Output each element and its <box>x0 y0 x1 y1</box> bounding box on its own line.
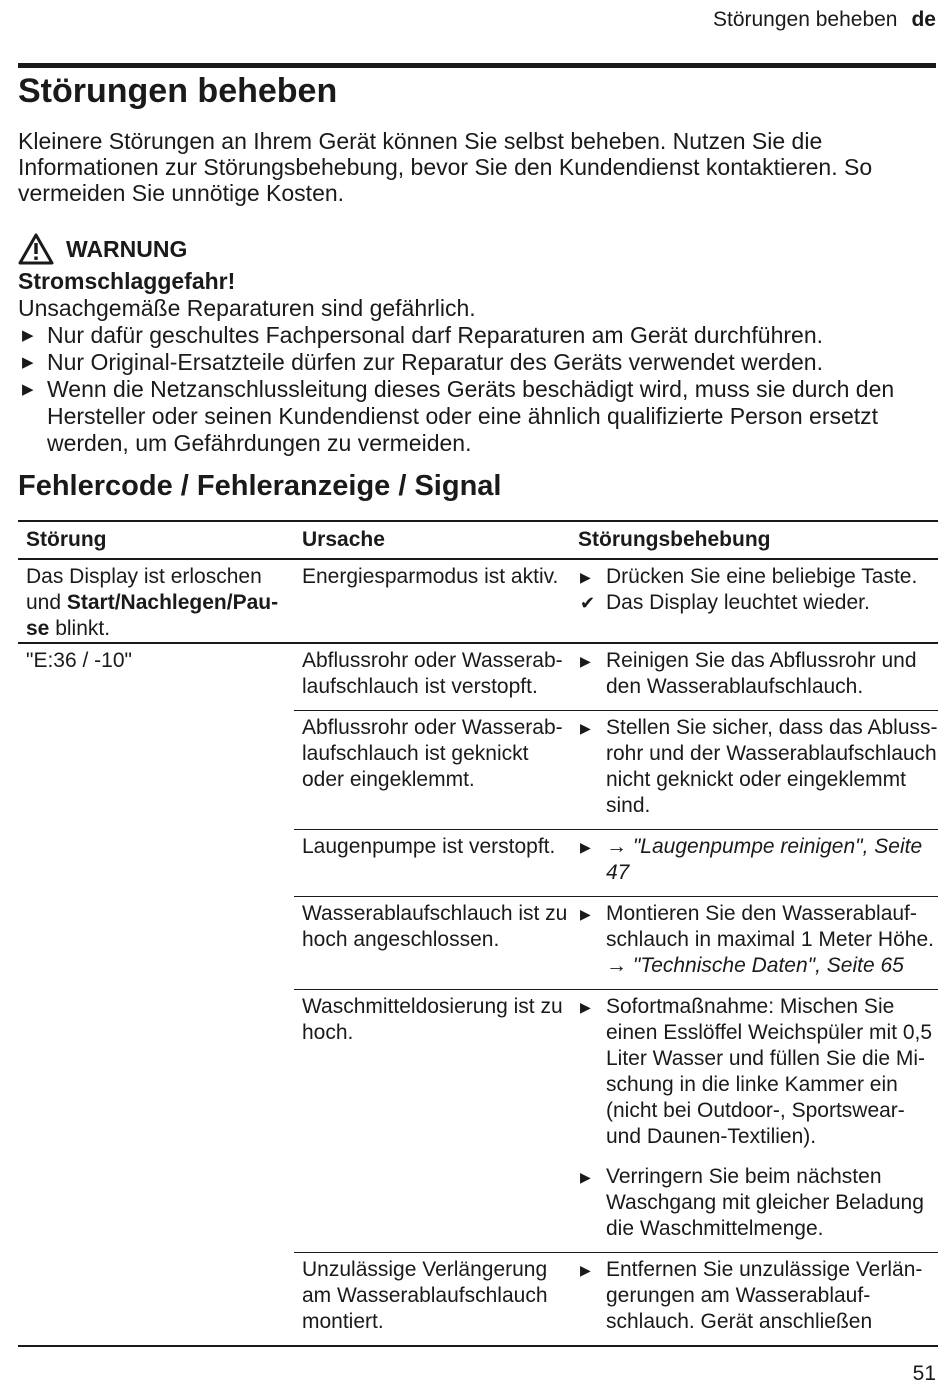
table-row <box>294 644 938 711</box>
page-number: 51 <box>912 1362 936 1385</box>
remedy-step <box>578 1257 938 1335</box>
table-row <box>294 990 938 1253</box>
bullet-triangle-icon: ▶ <box>22 381 34 398</box>
arrow-right-icon: → <box>606 954 633 977</box>
warning-list <box>18 322 938 457</box>
intro-paragraph: Kleinere Störungen an Ihrem Gerät können Sie selbst beheben. Nutzen Sie die Informationen zur Störungsbehebung, bevor Sie den Kundendienst kontaktieren. So vermeiden Sie unnötige Kosten. <box>18 128 873 206</box>
remedy-step <box>578 994 938 1150</box>
remedy-step <box>578 648 938 700</box>
result-text: Das Display leuchtet wieder. <box>606 591 870 614</box>
header-rule <box>18 63 936 68</box>
bullet-triangle-icon: ▶ <box>580 839 591 855</box>
remedy-cell <box>570 994 938 1242</box>
warning-item-text: Wenn die Netzanschlussleitung dieses Geräts beschädigt wird, muss sie durch den Hersteller oder seinen Kundendienst oder eine ähnlich qualifizierte Person ersetzt werden, um Gefährdungen zu vermeiden. <box>47 376 895 456</box>
remedy-cell <box>570 834 938 886</box>
fault-table <box>18 520 938 1347</box>
warning-heading <box>18 230 938 268</box>
remedy-cell <box>570 648 938 700</box>
cross-reference[interactable]: "Laugenpumpe reinigen", Seite 47 <box>606 835 923 884</box>
cause-cell: Abflussrohr oder Wasserablaufschlauch ist verstopft. <box>302 649 563 698</box>
bullet-triangle-icon: ▶ <box>580 569 591 585</box>
checkmark-icon: ✔ <box>580 593 596 613</box>
table-row <box>294 560 938 626</box>
bullet-triangle-icon: ▶ <box>22 327 34 344</box>
remedy-step <box>578 715 938 819</box>
page-title: Störungen beheben <box>18 72 338 110</box>
remedy-text: Reinigen Sie das Abflussrohr und den Wasserablaufschlauch. <box>606 649 917 698</box>
header-behebung: Störungsbehebung <box>578 528 771 551</box>
remedy-step <box>578 564 938 590</box>
cause-cell: Abflussrohr oder Wasserablaufschlauch ist geknickt oder eingeklemmt. <box>302 716 563 791</box>
bullet-triangle-icon: ▶ <box>580 1262 591 1278</box>
bullet-triangle-icon: ▶ <box>580 653 591 669</box>
warning-box <box>18 230 938 457</box>
table-row <box>294 897 938 990</box>
remedy-text: Montieren Sie den Wasserablaufschlauch in maximal 1 Meter Höhe. <box>606 902 934 951</box>
warning-title: Stromschlaggefahr! <box>18 268 236 294</box>
program-name: Start/Nachlegen/Pause <box>26 591 279 640</box>
cause-cell: Energiesparmodus ist aktiv. <box>302 565 559 588</box>
fault-cell <box>18 560 294 642</box>
cause-rows <box>294 560 938 642</box>
remedy-text: Sofortmaßnahme: Mischen Sie einen Esslöffel Weichspüler mit 0,5 Liter Wasser und füllen Sie die Mischung in die linke Kammer ein (nicht bei Outdoor-, Sportswear- und Daunen-Textilien). <box>606 995 933 1148</box>
table-row <box>294 711 938 830</box>
bullet-triangle-icon: ▶ <box>22 354 34 371</box>
remedy-text: Verringern Sie beim nächsten Waschgang mit gleicher Beladung die Waschmittelmenge. <box>606 1165 924 1240</box>
warning-item-text: Nur Original-Ersatzteile dürfen zur Reparatur des Geräts verwendet werden. <box>47 349 823 375</box>
remedy-text: Stellen Sie sicher, dass das Ablussrohr und der Wasserablaufschlauch nicht geknickt oder eingeklemmt sind. <box>606 716 938 817</box>
bullet-triangle-icon: ▶ <box>580 906 591 922</box>
cause-rows <box>294 644 938 1345</box>
table-group-display <box>18 560 938 644</box>
header-section: Störungen beheben <box>712 8 898 31</box>
warning-item <box>18 349 938 376</box>
header-stoerung: Störung <box>26 528 107 551</box>
bullet-triangle-icon: ▶ <box>580 999 591 1015</box>
bullet-triangle-icon: ▶ <box>580 720 591 736</box>
section-title: Fehlercode / Fehleranzeige / Signal <box>18 470 502 502</box>
header-language: de <box>911 8 936 31</box>
cause-cell: Wasserablaufschlauch ist zu hoch angeschlossen. <box>302 902 568 951</box>
bullet-triangle-icon: ▶ <box>580 1169 591 1185</box>
fault-text: Das Display ist erloschen und <box>26 565 262 614</box>
running-header <box>713 8 936 32</box>
fault-text: blinkt. <box>49 617 111 640</box>
arrow-right-icon: → <box>606 835 633 858</box>
table-header <box>18 522 938 560</box>
remedy-step <box>578 834 938 886</box>
remedy-cell <box>570 715 938 819</box>
remedy-text: Drücken Sie eine beliebige Taste. <box>606 565 918 588</box>
warning-item <box>18 322 938 349</box>
warning-text: Unsachgemäße Reparaturen sind gefährlich. <box>18 295 476 321</box>
warning-item-text: Nur dafür geschultes Fachpersonal darf Reparaturen am Gerät durchführen. <box>47 322 824 348</box>
remedy-text: Entfernen Sie unzulässige Verlängerungen am Wasserablaufschlauch. Gerät anschließen <box>606 1258 923 1333</box>
remedy-result <box>578 590 938 616</box>
header-ursache: Ursache <box>302 528 385 551</box>
cross-reference[interactable]: "Technische Daten", Seite 65 <box>632 954 904 977</box>
table-row <box>294 830 938 897</box>
cause-cell: Laugenpumpe ist verstopft. <box>302 835 556 858</box>
remedy-cell <box>570 901 938 979</box>
table-row <box>294 1253 938 1345</box>
remedy-cell <box>570 564 938 616</box>
remedy-step <box>578 1164 938 1242</box>
warning-label: WARNUNG <box>66 235 188 262</box>
remedy-step <box>578 901 938 979</box>
warning-item <box>18 376 938 457</box>
warning-triangle-icon <box>18 233 54 265</box>
fault-cell: "E:36 / -10" <box>26 649 132 672</box>
cause-cell: Unzulässige Verlängerung am Wasserablaufschlauch montiert. <box>302 1258 548 1333</box>
remedy-cell <box>570 1257 938 1335</box>
cause-cell: Waschmitteldosierung ist zu hoch. <box>302 995 563 1044</box>
table-group-e36 <box>18 644 938 1347</box>
